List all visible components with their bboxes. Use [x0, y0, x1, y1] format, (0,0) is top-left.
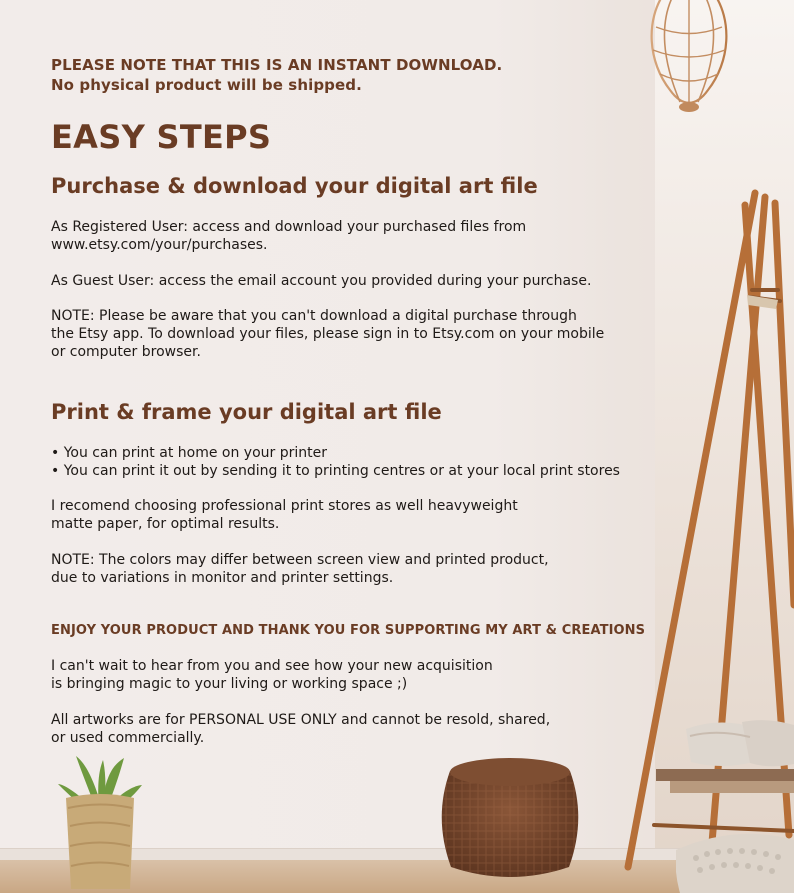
license-note — [51, 711, 661, 747]
download-note-line-3: or computer browser. — [51, 344, 201, 360]
notice-subtitle: No physical product will be shipped. — [51, 76, 362, 94]
print-heading: Print & frame your digital art file — [51, 400, 442, 424]
color-note-line-2: due to variations in monitor and printer settings. — [51, 570, 394, 586]
download-notice — [51, 55, 651, 95]
color-note-line-1: NOTE: The colors may differ between screen view and printed product, — [51, 552, 549, 568]
woven-basket-icon — [434, 755, 586, 883]
cushion-icon — [656, 717, 794, 808]
print-color-note — [51, 551, 661, 587]
guest-user-text — [51, 272, 661, 290]
license-line-2: or used commercially. — [51, 730, 205, 746]
guest-line: As Guest User: access the email account you provided during your purchase. — [51, 273, 592, 289]
pendant-lamp-icon — [640, 0, 738, 120]
message-line-1: I can't wait to hear from you and see how your new acquisition — [51, 658, 493, 674]
recommendation-line-2: matte paper, for optimal results. — [51, 516, 280, 532]
download-note — [51, 307, 661, 361]
notice-title: PLEASE NOTE THAT THIS IS AN INSTANT DOWNLOAD. — [51, 56, 503, 74]
print-option-home: • You can print at home on your printer — [51, 445, 327, 461]
registered-line-2: www.etsy.com/your/purchases. — [51, 237, 268, 253]
message-line-2: is bringing magic to your living or working space ;) — [51, 676, 408, 692]
plant-pot-icon — [58, 756, 142, 889]
acquisition-message — [51, 657, 661, 693]
download-note-line-1: NOTE: Please be aware that you can't download a digital purchase through — [51, 308, 577, 324]
thank-you-heading: ENJOY YOUR PRODUCT AND THANK YOU FOR SUPPORTING MY ART & CREATIONS — [51, 623, 646, 638]
license-line-1: All artworks are for PERSONAL USE ONLY and cannot be resold, shared, — [51, 712, 551, 728]
pouf-icon — [676, 830, 794, 893]
registered-user-text — [51, 218, 661, 254]
page-title: EASY STEPS — [51, 118, 272, 156]
download-note-line-2: the Etsy app. To download your files, please sign in to Etsy.com on your mobile — [51, 326, 605, 342]
download-heading: Purchase & download your digital art file — [51, 174, 538, 198]
print-option-store: • You can print it out by sending it to printing centres or at your local print stores — [51, 463, 620, 479]
recommendation-line-1: I recomend choosing professional print stores as well heavyweight — [51, 498, 518, 514]
print-recommendation — [51, 497, 661, 533]
print-options-list — [51, 444, 671, 480]
registered-line-1: As Registered User: access and download your purchased files from — [51, 219, 527, 235]
